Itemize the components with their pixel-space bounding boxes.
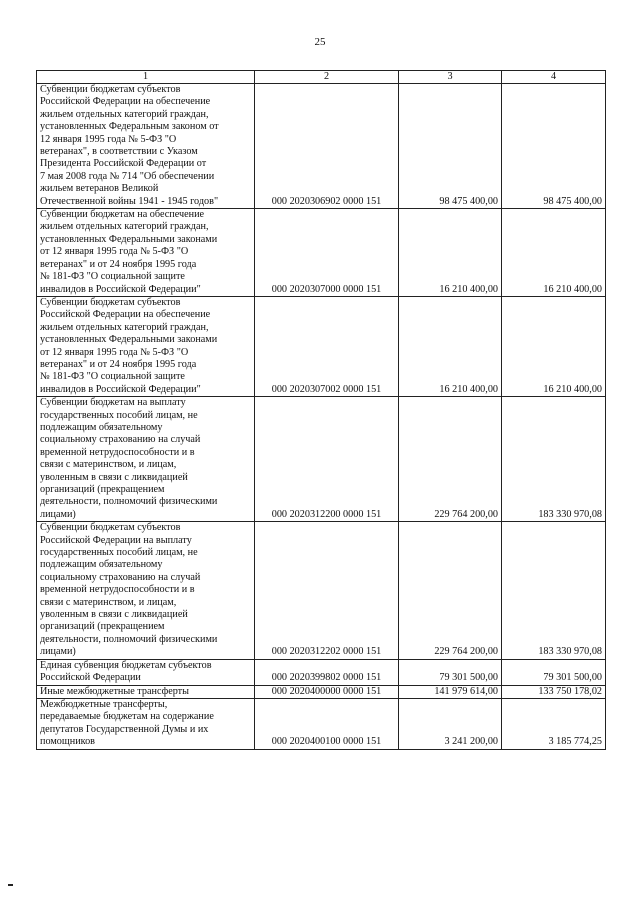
- row-name-line: жильем ветеранов Великой: [40, 183, 159, 195]
- row-amount-actual-cell: 16 210 400,00: [502, 296, 606, 396]
- row-name-line: лицами): [40, 508, 76, 520]
- row-name-cell: [37, 522, 255, 659]
- row-name-cell: [37, 685, 255, 698]
- row-name-line: ветеранах", в соответствии с Указом: [40, 146, 198, 158]
- row-name-line: жильем отдельных категорий граждан,: [40, 108, 209, 120]
- row-name-line: ветеранах" и от 24 ноября 1995 года: [40, 358, 197, 370]
- row-name-line: деятельности, полномочий физическими: [40, 496, 218, 508]
- row-name-line: социальному страхованию на случай: [40, 434, 201, 446]
- row-name-line: государственных пособий лицам, не: [40, 547, 198, 559]
- row-name-line: жильем отдельных категорий граждан,: [40, 321, 209, 333]
- row-amount-plan-cell: 229 764 200,00: [399, 522, 502, 659]
- row-amount-actual-cell: 79 301 500,00: [502, 659, 606, 685]
- row-name-line: ветеранах" и от 24 ноября 1995 года: [40, 258, 197, 270]
- row-code-cell: 000 2020400000 0000 151: [255, 685, 399, 698]
- row-name-line: инвалидов в Российской Федерации": [40, 283, 201, 295]
- row-name-line: № 181-ФЗ "О социальной защите: [40, 371, 185, 383]
- row-name-line: 7 мая 2008 года № 714 "Об обеспечении: [40, 170, 215, 182]
- row-name-line: от 12 января 1995 года № 5-ФЗ "О: [40, 346, 189, 358]
- table-header-row: [37, 71, 606, 84]
- row-code-cell: 000 2020400100 0000 151: [255, 698, 399, 749]
- scan-artifact-mark: [8, 884, 13, 886]
- row-name-line: подлежащим обязательному: [40, 421, 163, 433]
- row-amount-plan-cell: 79 301 500,00: [399, 659, 502, 685]
- budget-table: [36, 70, 606, 750]
- row-name-line: установленных Федеральными законами: [40, 233, 218, 245]
- column-header-1: 1: [37, 71, 255, 84]
- page-number: 25: [314, 36, 326, 48]
- row-amount-plan-cell: 98 475 400,00: [399, 84, 502, 209]
- row-amount-actual-cell: 98 475 400,00: [502, 84, 606, 209]
- row-name-line: передаваемые бюджетам на содержание: [40, 711, 214, 723]
- row-code-cell: 000 2020306902 0000 151: [255, 84, 399, 209]
- table-row: [37, 209, 606, 297]
- row-name-cell: [37, 397, 255, 522]
- table-body: [37, 84, 606, 750]
- row-name-line: жильем отдельных категорий граждан,: [40, 221, 209, 233]
- column-header-4: 4: [502, 71, 606, 84]
- row-name-line: деятельности, полномочий физическими: [40, 633, 218, 645]
- row-name-line: Субвенции бюджетам субъектов: [40, 522, 181, 534]
- row-name-line: Российской Федерации на обеспечение: [40, 309, 211, 321]
- row-amount-actual-cell: 16 210 400,00: [502, 209, 606, 297]
- row-name-line: государственных пособий лицам, не: [40, 409, 198, 421]
- table-row: [37, 296, 606, 396]
- row-name-line: организаций (прекращением: [40, 484, 165, 495]
- row-name-line: Единая субвенция бюджетам субъектов: [40, 659, 212, 671]
- table-row: [37, 522, 606, 659]
- column-header-2: 2: [255, 71, 399, 84]
- row-amount-actual-cell: 133 750 178,02: [502, 685, 606, 698]
- row-name-line: социальному страхованию на случай: [40, 571, 201, 583]
- row-name-cell: [37, 296, 255, 396]
- row-name-line: Субвенции бюджетам на выплату: [40, 397, 186, 409]
- row-amount-actual-cell: 183 330 970,08: [502, 397, 606, 522]
- row-name-line: Российской Федерации: [40, 672, 141, 684]
- row-name-line: временной нетрудоспособности и в: [40, 584, 195, 596]
- row-name-cell: [37, 209, 255, 297]
- row-name-line: лицами): [40, 646, 76, 658]
- row-name-cell: [37, 698, 255, 749]
- row-name-line: Отечественной войны 1941 - 1945 годов": [40, 195, 219, 207]
- row-name-line: уволенным в связи с ликвидацией: [40, 471, 188, 483]
- row-name-line: организаций (прекращением: [40, 621, 165, 633]
- row-amount-plan-cell: 16 210 400,00: [399, 296, 502, 396]
- row-name-line: установленных Федеральными законами: [40, 334, 218, 346]
- row-name-line: Межбюджетные трансферты,: [40, 698, 168, 710]
- row-name-line: связи с материнством, и лицам,: [40, 596, 177, 608]
- table-row: [37, 698, 606, 749]
- row-code-cell: 000 2020312200 0000 151: [255, 397, 399, 522]
- row-name-cell: [37, 659, 255, 685]
- row-name-line: Иные межбюджетные трансферты: [40, 685, 189, 697]
- row-name-line: депутатов Государственной Думы и их: [40, 723, 209, 735]
- row-name-line: связи с материнством, и лицам,: [40, 459, 177, 471]
- row-code-cell: 000 2020307002 0000 151: [255, 296, 399, 396]
- row-name-line: подлежащим обязательному: [40, 559, 163, 571]
- row-amount-actual-cell: 3 185 774,25: [502, 698, 606, 749]
- row-name-line: установленных Федеральным законом от: [40, 121, 219, 133]
- table-row: [37, 659, 606, 685]
- row-name-line: № 181-ФЗ "О социальной защите: [40, 271, 185, 283]
- column-header-3: 3: [399, 71, 502, 84]
- row-name-line: временной нетрудоспособности и в: [40, 446, 195, 458]
- row-amount-actual-cell: 183 330 970,08: [502, 522, 606, 659]
- row-name-line: инвалидов в Российской Федерации": [40, 383, 201, 395]
- row-code-cell: 000 2020399802 0000 151: [255, 659, 399, 685]
- row-name-cell: [37, 84, 255, 209]
- row-name-line: уволенным в связи с ликвидацией: [40, 609, 188, 621]
- row-code-cell: 000 2020312202 0000 151: [255, 522, 399, 659]
- row-name-line: помощников: [40, 736, 95, 748]
- row-amount-plan-cell: 16 210 400,00: [399, 209, 502, 297]
- table-row: [37, 84, 606, 209]
- row-code-cell: 000 2020307000 0000 151: [255, 209, 399, 297]
- row-amount-plan-cell: 229 764 200,00: [399, 397, 502, 522]
- row-name-line: Российской Федерации на обеспечение: [40, 96, 211, 108]
- row-amount-plan-cell: 3 241 200,00: [399, 698, 502, 749]
- table-row: [37, 685, 606, 698]
- row-name-line: Российской Федерации на выплату: [40, 534, 192, 546]
- row-name-line: Президента Российской Федерации от: [40, 158, 207, 170]
- table-row: [37, 397, 606, 522]
- row-name-line: Субвенции бюджетам субъектов: [40, 296, 181, 308]
- row-amount-plan-cell: 141 979 614,00: [399, 685, 502, 698]
- row-name-line: Субвенции бюджетам субъектов: [40, 84, 181, 95]
- row-name-line: Субвенции бюджетам на обеспечение: [40, 209, 205, 221]
- row-name-line: от 12 января 1995 года № 5-ФЗ "О: [40, 246, 189, 258]
- row-name-line: 12 января 1995 года № 5-ФЗ "О: [40, 133, 177, 145]
